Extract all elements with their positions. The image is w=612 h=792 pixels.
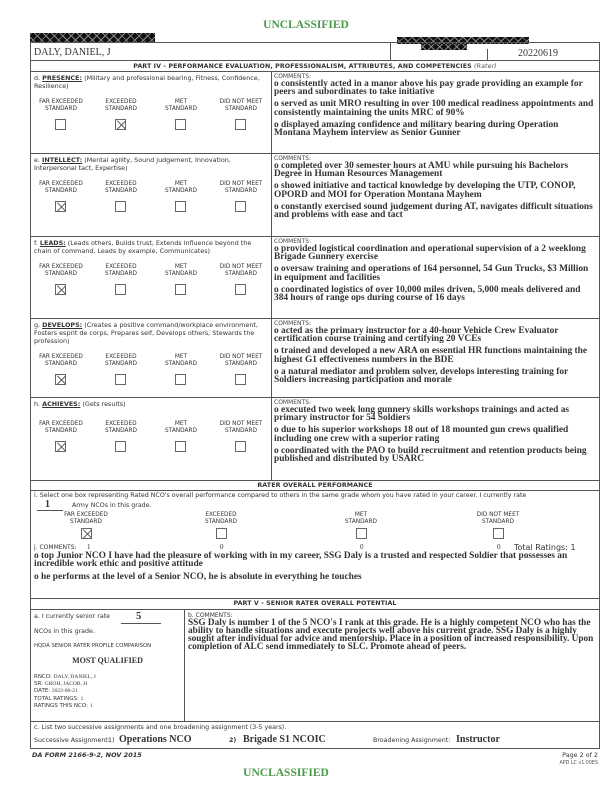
divider [31, 609, 599, 610]
scale-label: EXCEEDED STANDARD [105, 181, 137, 194]
scale-label: DID NOT MEET STANDARD [219, 354, 263, 367]
successive-label: Successive Assignment: [34, 737, 110, 744]
scale-label: DID NOT MEET STANDARD [219, 264, 263, 277]
header-row [31, 43, 599, 61]
form-version: APD LC v1.00ES [559, 761, 598, 766]
rater-comments [34, 552, 597, 586]
rated-suffix: Army NCOs in this grade. [72, 502, 152, 509]
overall-scale-label: EXCEEDED STANDARD [205, 512, 237, 525]
divider [31, 236, 599, 237]
comment-bullet: o completed over 30 semester hours at AMU while pursuing his Bachelors Degree in Human Resources Management [274, 161, 569, 180]
comment-bullet: o consistently acted in a manor above his pay grade providing an example for peers and subordinates to take initiative [274, 79, 583, 98]
underline [37, 510, 63, 511]
rating-checkbox[interactable] [235, 201, 246, 212]
section-name: INTELLECT: [42, 156, 83, 164]
scale-label: EXCEEDED STANDARD [105, 421, 137, 434]
scale-label: MET STANDARD [165, 421, 197, 434]
divider [31, 490, 599, 491]
rating-checkbox[interactable] [115, 201, 126, 212]
profile-detail-row: RNCO: DALY, DANIEL, J [34, 674, 96, 680]
overall-checkbox[interactable] [356, 528, 367, 539]
comments-label: COMMENTS: [274, 320, 312, 327]
comment-bullet: o constantly exercised sound judgement during AT, navigates difficult situations and problems with ease and tact [274, 201, 593, 221]
assignment1: Operations NCO [119, 734, 192, 745]
rater-overall-title: RATER OVERALL PERFORMANCE [257, 482, 373, 489]
rating-checkbox[interactable] [115, 441, 126, 452]
rating-checkbox[interactable] [235, 119, 246, 130]
scale-label: FAR EXCEEDED STANDARD [39, 421, 83, 434]
divider [31, 721, 599, 722]
rating-checkbox[interactable] [235, 441, 246, 452]
section-comments [274, 155, 596, 223]
profile-result: MOST QUALIFIED [72, 656, 143, 665]
senior-rate-suffix: NCOs in this grade. [34, 628, 95, 635]
divider [390, 43, 391, 61]
divider [271, 71, 272, 480]
profile-detail-row: TOTAL RATINGS: 1 [34, 695, 84, 702]
profile-detail-row: SR: GROH, JACOB, H [34, 681, 88, 688]
redacted-block [30, 33, 155, 42]
divider [31, 71, 599, 72]
assignment2-number: 2) [229, 737, 237, 744]
divider [31, 318, 599, 319]
comment-bullet: o trained and developed a new ARA on essential HR functions maintaining the highest G1 effectiveness numbers in the BDE [274, 346, 588, 365]
divider [184, 609, 185, 721]
rating-checkbox[interactable] [175, 201, 186, 212]
comment-bullet: o due to his superior workshops 18 out of 18 mounted gun crews qualified including one crew with a superior rating [274, 425, 569, 444]
rating-checkbox[interactable] [55, 201, 66, 212]
comments-label: COMMENTS: [274, 155, 312, 162]
profile-details [34, 674, 96, 710]
rating-checkbox[interactable] [175, 374, 186, 385]
rating-checkbox[interactable] [175, 284, 186, 295]
overall-count: 0 [497, 543, 501, 551]
section-label: h. ACHIEVES: (Gets results) [34, 400, 126, 408]
da-form-2166 [30, 42, 600, 749]
profile-detail-row: DATE: 2022-06-21 [34, 688, 78, 695]
broadening-label: Broadening Assignment: [373, 737, 451, 744]
overall-count: 0 [360, 543, 364, 551]
comment-bullet: o showed initiative and tactical knowledge by developing the UTP, CONOP, OPORD and MOI for Operation Montana Mayhem [274, 181, 576, 200]
scale-label: FAR EXCEEDED STANDARD [39, 354, 83, 367]
comment-bullet: o coordinated logistics of over 10,000 miles driven, 5,000 meals delivered and 384 hours of range ops during course of 16 days [274, 284, 581, 304]
total-ratings-value: 1 [570, 543, 576, 552]
assignment2: Brigade S1 NCOIC [243, 734, 326, 745]
comments-label: COMMENTS: [274, 238, 312, 245]
overall-checkbox[interactable] [493, 528, 504, 539]
comment-bullet: o displayed amazing confidence and military bearing during Operation Montana Mayhem interview as Senior Gunner [274, 119, 559, 139]
scale-label: FAR EXCEEDED STANDARD [39, 99, 83, 112]
scale-label: MET STANDARD [165, 264, 197, 277]
section-label: e. INTELLECT: (Mental agility, Sound judgement, Innovation, Interpersonal tact, Expertise) [34, 156, 231, 173]
senior-rate-count: 5 [136, 611, 142, 622]
scale-label: DID NOT MEET STANDARD [219, 421, 263, 434]
rater-instruction: i. Select one box representing Rated NCO's overall performance compared to others in the same grade whom you have rated in your career. I currently rate [34, 492, 527, 499]
rating-checkbox[interactable] [55, 441, 66, 452]
section-name: LEADS: [39, 239, 66, 247]
section-name: ACHIEVES: [42, 400, 81, 408]
broadening-assignment: Instructor [456, 734, 500, 745]
overall-checkbox[interactable] [216, 528, 227, 539]
comment-bullet: o executed two week long gunnery skills workshops trainings and acted as primary instructor for 54 Soldiers [274, 405, 570, 424]
comment-bullet: o coordinated with the PAO to build recruitment and retention products being published and distributed by USARC [274, 445, 587, 465]
sr-comments: SSG Daly is number 1 of the 5 NCO's I rank at this grade. He is a highly competent NCO who has the ability to handle situations and execute projects well above his current grade. SSG Daly is a highly sought after individual for advice and mentorship. Place in a position of increased responsibility. Upon completion of ALC send immediately to SLC. Promote ahead of peers. [188, 618, 594, 653]
comment-bullet: o served as unit MRO resulting in over 100 medical readiness appointments and consistently maintaining the units MRC of 90% [274, 99, 594, 118]
rating-checkbox[interactable] [55, 374, 66, 385]
divider [31, 598, 599, 599]
overall-scale-label: DID NOT MEET STANDARD [476, 512, 520, 525]
section-label: g. DEVELOPS: (Creates a positive command/workplace environment, Fosters esprit de corps, Prepares self, Develops others, Stewards the profession) [34, 321, 258, 346]
form-id: DA FORM 2166-9-2, NOV 2015 [32, 751, 142, 759]
classification-top: UNCLASSIFIED [263, 19, 349, 31]
scale-label: EXCEEDED STANDARD [105, 354, 137, 367]
classification-bottom: UNCLASSIFIED [243, 767, 329, 779]
comment-bullet: o he performs at the level of a Senior NCO, he is absolute in everything he touches [34, 572, 362, 583]
rated-nco-name: DALY, DANIEL, J [34, 47, 111, 58]
section-comments [274, 238, 596, 306]
comment-bullet: o a natural mediator and problem solver, develops interesting training for Soldiers increasing participation and morale [274, 366, 569, 386]
scale-label: MET STANDARD [165, 181, 197, 194]
rater-tag: (Rater) [474, 63, 497, 70]
scale-label: MET STANDARD [165, 99, 197, 112]
rating-checkbox[interactable] [115, 119, 126, 130]
senior-rate-label: a. I currently senior rate [34, 613, 111, 620]
scale-label: DID NOT MEET STANDARD [219, 99, 263, 112]
section-name: DEVELOPS: [42, 321, 83, 329]
page-number: Page 2 of 2 [562, 751, 598, 759]
divider [31, 397, 599, 398]
rating-checkbox[interactable] [235, 284, 246, 295]
profile-detail-row: RATINGS THIS NCO: 1 [34, 702, 93, 709]
comment-bullet: o top Junior NCO I have had the pleasure of working with in my career, SSG Daly is a trusted and respected Soldier that possesses an incredible work ethic and positive attitude [34, 551, 568, 570]
comment-bullet: o acted as the primary instructor for a 40-hour Vehicle Crew Evaluator certification course training and certifying 20 VCEs [274, 326, 559, 345]
overall-checkbox[interactable] [81, 528, 92, 539]
comments-label: COMMENTS: [274, 73, 312, 80]
section-comments [274, 320, 596, 388]
overall-scale-label: FAR EXCEEDED STANDARD [64, 512, 108, 525]
section-label: d. PRESENCE: (Military and professional bearing, Fitness, Confidence, Resilience) [34, 74, 260, 91]
rating-checkbox[interactable] [175, 119, 186, 130]
rated-count: 1 [45, 499, 50, 510]
part5-title: PART V - SENIOR RATER OVERALL POTENTIAL [233, 600, 397, 607]
section-label: f. LEADS: (Leads others, Builds trust, Extends influence beyond the chain of command, Leads by example, Communicates) [34, 239, 252, 256]
rating-checkbox[interactable] [55, 284, 66, 295]
comments-label: COMMENTS: [274, 399, 312, 406]
scale-label: FAR EXCEEDED STANDARD [39, 264, 83, 277]
underline [121, 623, 161, 624]
comments-label: j. COMMENTS: [34, 544, 77, 551]
divider [31, 480, 599, 481]
overall-scale-label: MET STANDARD [345, 512, 377, 525]
rating-checkbox[interactable] [115, 284, 126, 295]
scale-label: EXCEEDED STANDARD [105, 264, 137, 277]
sr-comments-label: b. COMMENTS: [188, 612, 233, 619]
divider [31, 153, 599, 154]
scale-label: DID NOT MEET STANDARD [219, 181, 263, 194]
divider [487, 49, 488, 61]
overall-count: 0 [220, 543, 224, 551]
section-name: PRESENCE: [42, 74, 83, 82]
overall-count: 1 [87, 543, 91, 551]
part4-title: PART IV - PERFORMANCE EVALUATION, PROFESSIONALISM, ATTRIBUTES, AND COMPETENCIES (Rater) [133, 63, 497, 70]
comment-bullet: o provided logistical coordination and operational supervision of a 2 weeklong Brigade Gunnery exercise [274, 244, 586, 263]
comment-bullet: o oversaw training and operations of 164 personnel, 54 Gun Trucks, $3 Million in equipment and facilities [274, 264, 589, 283]
rating-checkbox[interactable] [175, 441, 186, 452]
section-comments [274, 399, 596, 467]
assignment1-number: 1) [108, 737, 115, 744]
profile-label: HQDA SENIOR RATER PROFILE COMPARISON [34, 643, 152, 649]
assignments-label: c. List two successive assignments and one broadening assignment (3-5 years). [34, 724, 287, 731]
scale-label: MET STANDARD [165, 354, 197, 367]
thru-date: 20220619 [518, 48, 558, 59]
total-ratings-label: Total Ratings: 1 [514, 543, 576, 552]
rating-checkbox[interactable] [55, 119, 66, 130]
scale-label: EXCEEDED STANDARD [105, 99, 137, 112]
scale-label: FAR EXCEEDED STANDARD [39, 181, 83, 194]
rating-checkbox[interactable] [235, 374, 246, 385]
section-comments [274, 73, 596, 141]
rating-checkbox[interactable] [115, 374, 126, 385]
